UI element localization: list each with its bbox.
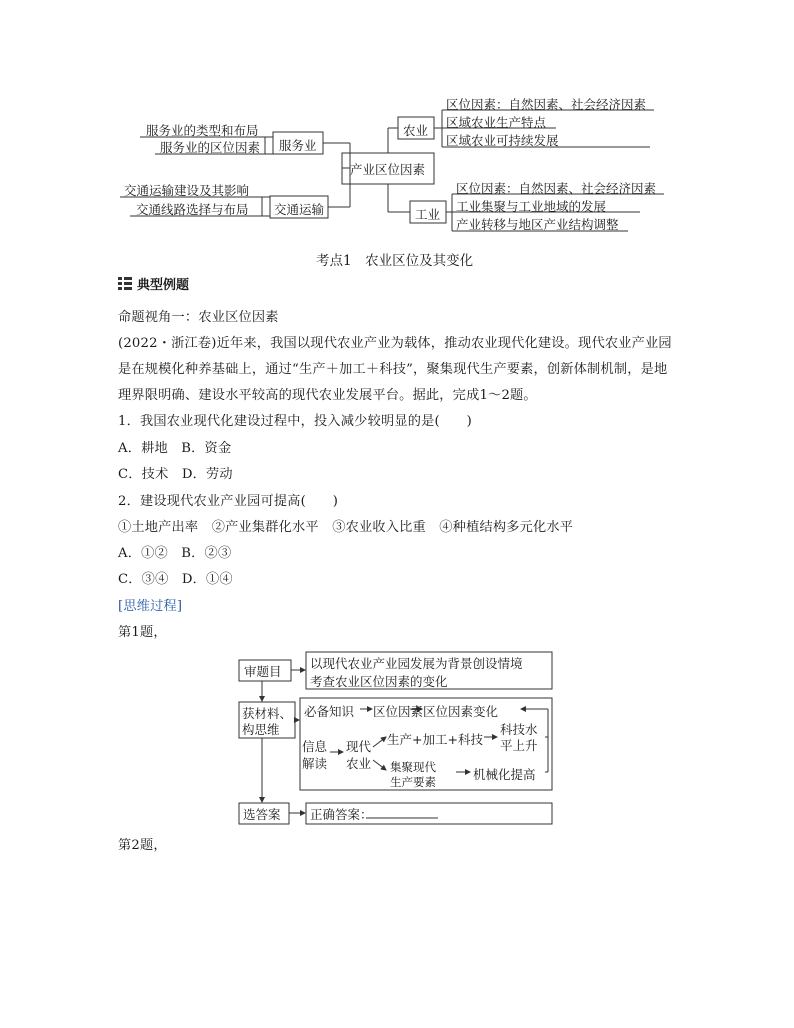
flow-modern: 农业 xyxy=(346,756,372,771)
q2-label: 第2题， xyxy=(118,838,167,853)
mindmap-center: 产业区位因素 xyxy=(350,162,426,177)
mindmap-item: 交通线路选择与布局 xyxy=(136,202,249,217)
mindmap-node-transport: 交通运输 xyxy=(274,202,325,217)
thinking-label: [思维过程] xyxy=(118,599,183,614)
q2-options: A．①② B．②③ xyxy=(118,546,232,561)
flow-step1-text: 以现代农业产业园发展为背景创设情境 xyxy=(310,656,523,671)
mindmap-item: 产业转移与地区产业结构调整 xyxy=(456,217,619,232)
mindmap-node-industry: 工业 xyxy=(415,207,441,222)
flow-knowledge: 必备知识 xyxy=(304,704,355,719)
q2-stem: 2．建设现代农业产业园可提高( ) xyxy=(118,494,339,509)
flow-info: 信息 xyxy=(302,739,328,754)
mindmap-item: 工业集聚与工业地域的发展 xyxy=(456,199,607,214)
section-title: 考点1 农业区位及其变化 xyxy=(316,253,474,269)
flow-modern: 现代 xyxy=(346,739,372,754)
q2-options: C．③④ D．①④ xyxy=(118,572,233,587)
flow-upper: 生产+加工+科技 xyxy=(387,732,483,747)
flow-step1: 审题目 xyxy=(244,664,282,679)
mindmap-item: 区域农业生产特点 xyxy=(446,115,547,130)
passage-line: 是在规模化种养基础上，通过“生产＋加工＋科技”，聚集现代生产要素，创新体制机制，是地 xyxy=(118,362,668,377)
flow-answer: 正确答案： xyxy=(310,807,373,822)
mindmap-item: 区位因素：自然因素、社会经济因素 xyxy=(446,97,647,112)
mindmap-node-agriculture: 农业 xyxy=(403,123,429,138)
q2-choices: ①土地产出率 ②产业集群化水平 ③农业收入比重 ④种植结构多元化水平 xyxy=(118,520,574,535)
flow-info: 解读 xyxy=(302,756,328,771)
mindmap-item: 交通运输建设及其影响 xyxy=(124,183,250,198)
flow-step3: 选答案 xyxy=(243,807,281,822)
mindmap-item: 区位因素：自然因素、社会经济因素 xyxy=(456,181,657,196)
passage-line: 理界限明确、建设水平较高的现代农业发展平台。据此，完成1～2题。 xyxy=(118,388,537,403)
flow-lower: 集聚现代 xyxy=(390,760,436,774)
angle-label: 命题视角一：农业区位因素 xyxy=(118,310,279,325)
examples-heading: 典型例题 xyxy=(137,278,190,293)
flow-chain-2: 区位因素变化 xyxy=(423,704,499,719)
flow-lower: 生产要素 xyxy=(390,775,436,789)
q1-stem: 1．我国农业现代化建设过程中，投入减少较明显的是( ) xyxy=(118,414,472,429)
mindmap-node-service: 服务业 xyxy=(279,138,317,153)
mindmap-item: 服务业的区位因素 xyxy=(160,140,261,155)
mindmap-item: 服务业的类型和布局 xyxy=(146,123,259,138)
q1-options: C．技术 D．劳动 xyxy=(118,467,233,482)
flow-step2: 获材料、 xyxy=(242,706,293,721)
passage-line: (2022・浙江卷)近年来，我国以现代农业产业为载体，推动农业现代化建设。现代农业产业园 xyxy=(118,336,672,351)
q1-options: A．耕地 B．资金 xyxy=(118,441,232,456)
flow-upper-result: 平上升 xyxy=(500,738,538,753)
flow-lower-result: 机械化提高 xyxy=(473,767,536,782)
q1-label: 第1题， xyxy=(118,625,167,640)
flow-step1-text: 考查农业区位因素的变化 xyxy=(310,674,448,689)
flow-upper-result: 科技水 xyxy=(500,722,538,737)
mindmap-item: 区域农业可持续发展 xyxy=(446,133,559,148)
flow-chain-1: 区位因素 xyxy=(373,704,424,719)
flow-step2: 构思维 xyxy=(242,722,280,737)
